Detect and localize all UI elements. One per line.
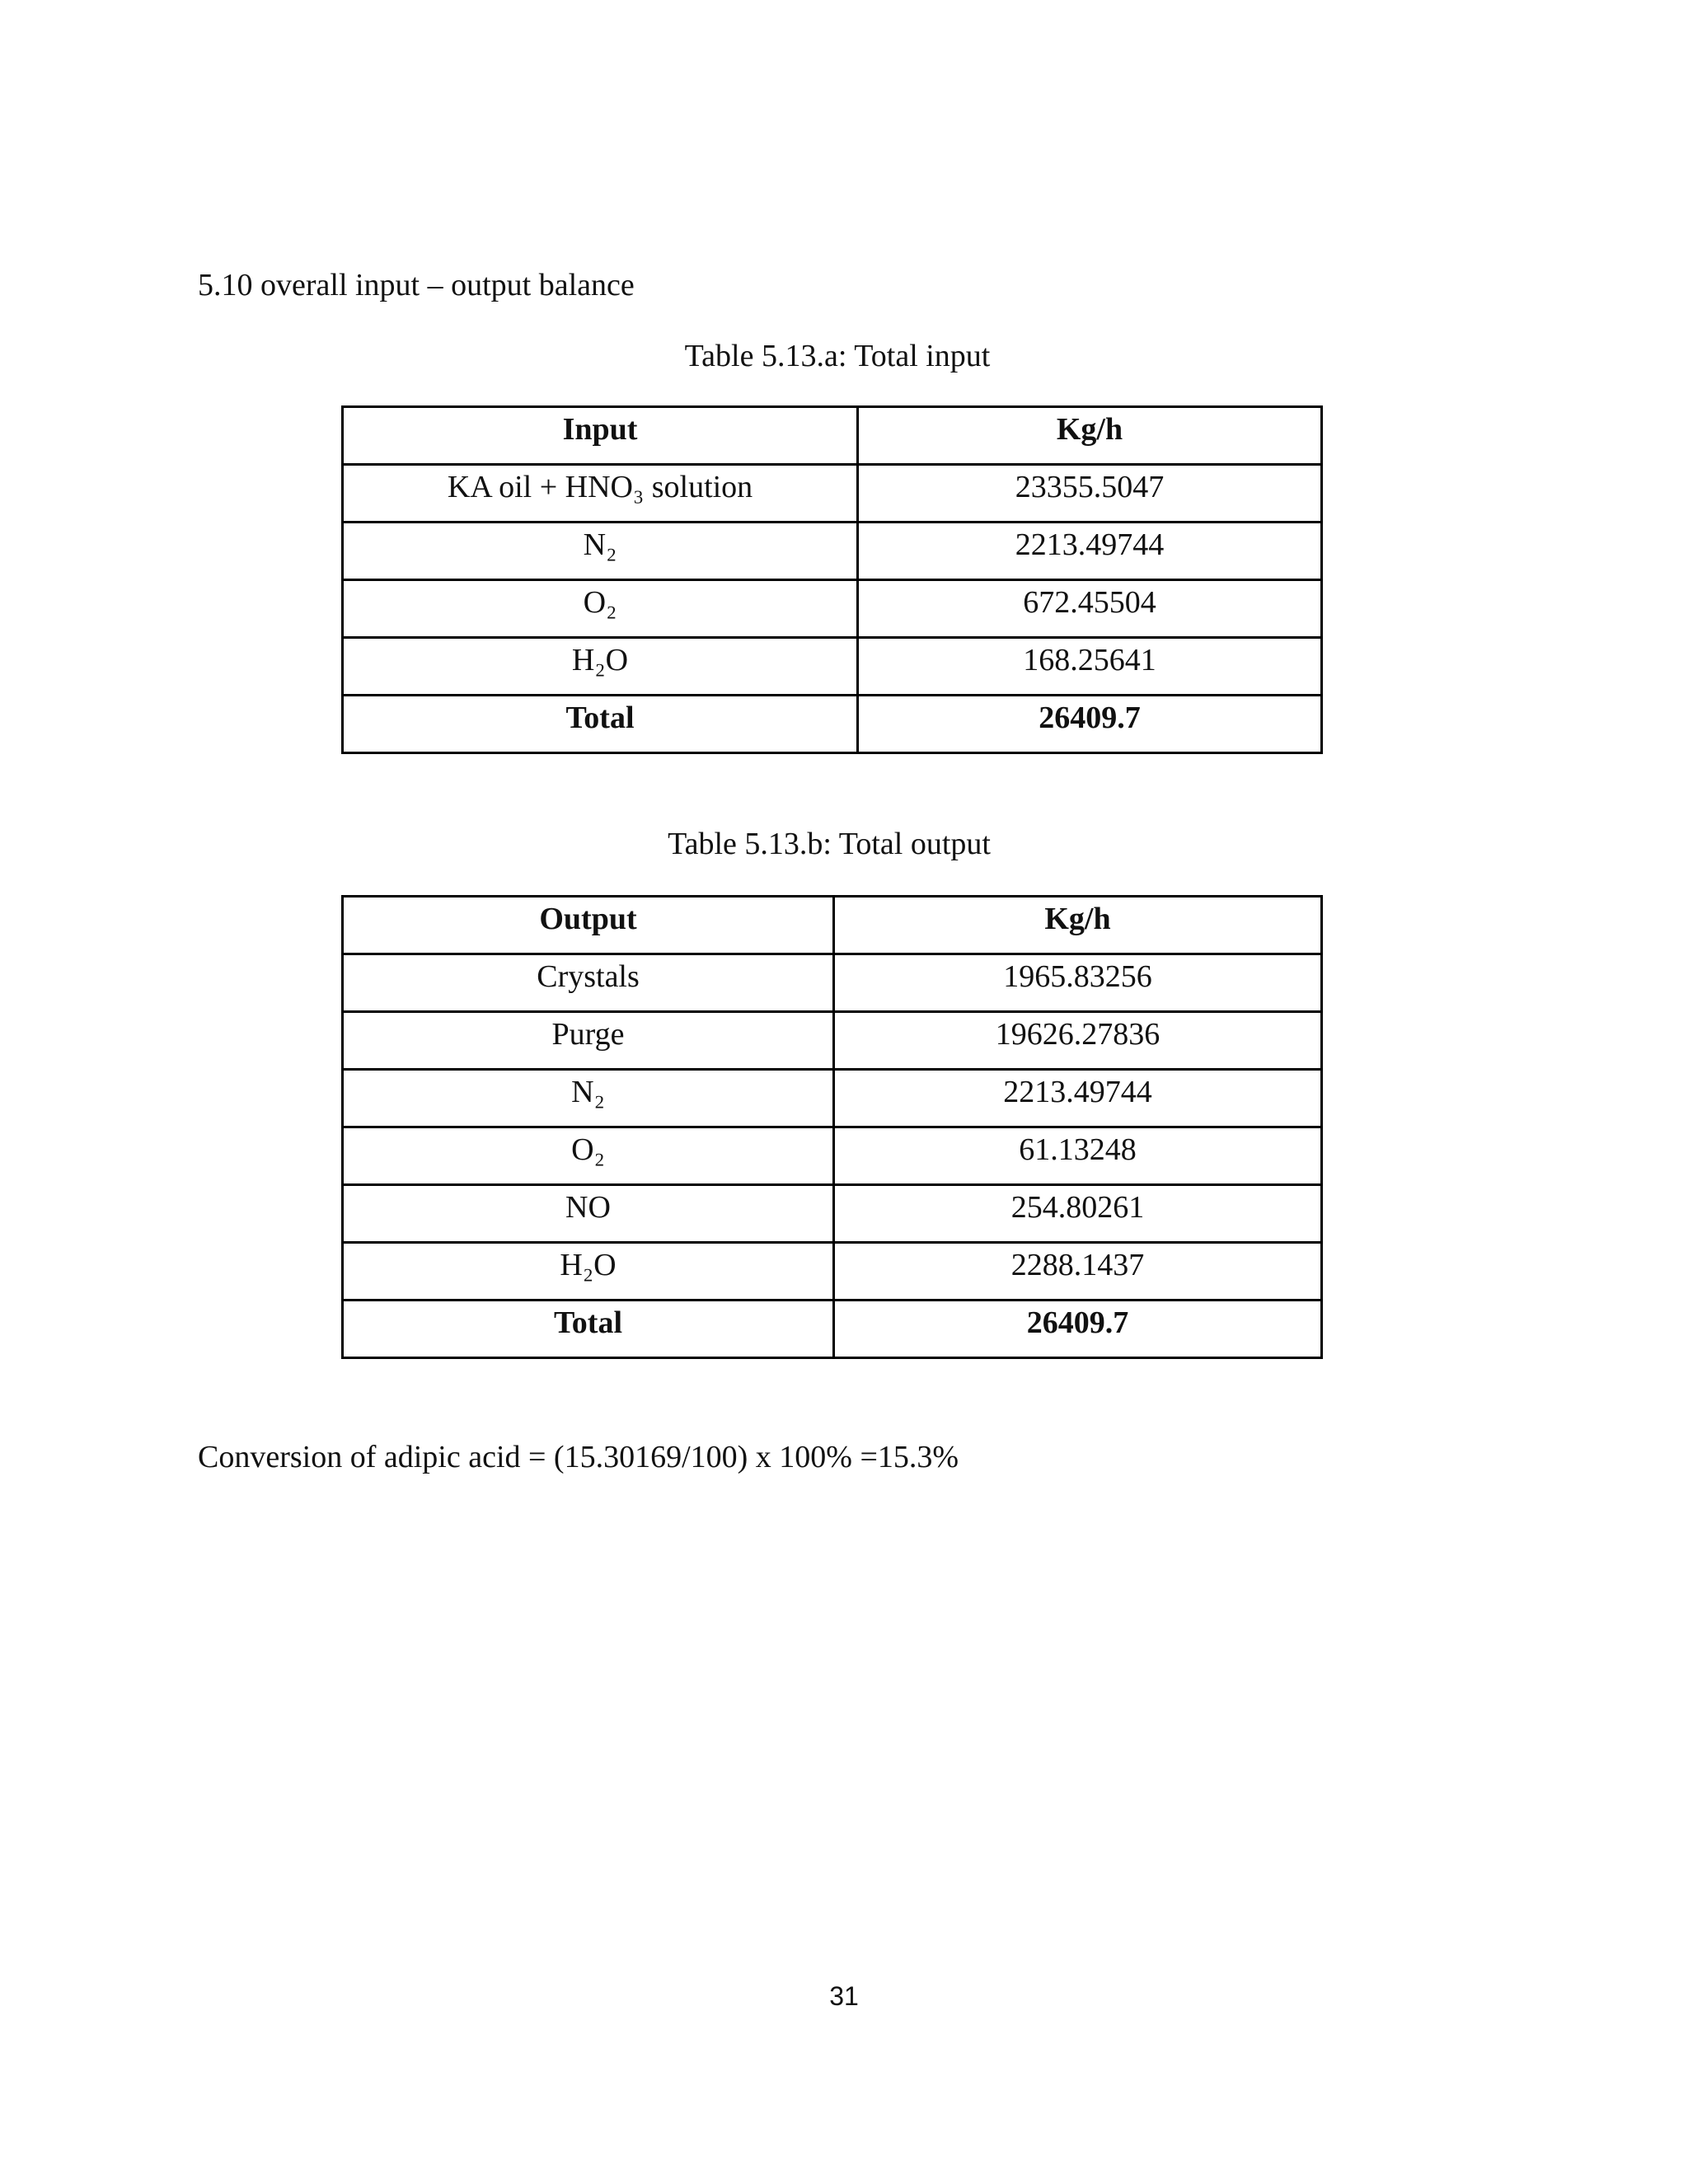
header-input: Input: [343, 407, 858, 465]
flow-cell: 1965.83256: [834, 954, 1322, 1012]
table-header-row: [343, 897, 1322, 954]
total-value: 26409.7: [834, 1301, 1322, 1358]
conversion-statement: Conversion of adipic acid = (15.30169/100) x 100% =15.3%: [198, 1440, 959, 1474]
table-header-row: [343, 407, 1322, 465]
total-row: [343, 696, 1322, 753]
total-output-table: [341, 895, 1323, 1359]
flow-cell: 2213.49744: [858, 523, 1322, 580]
component-cell: O₂: [343, 1127, 834, 1185]
flow-cell: 23355.5047: [858, 465, 1322, 523]
flow-cell: 61.13248: [834, 1127, 1322, 1185]
table-output-caption: Table 5.13.b: Total output: [668, 827, 991, 861]
component-cell: H₂O: [343, 1243, 834, 1301]
table-row: [343, 465, 1322, 523]
section-heading: 5.10 overall input – output balance: [198, 268, 635, 302]
component-cell: Purge: [343, 1012, 834, 1070]
table-row: [343, 954, 1322, 1012]
component-cell: N₂: [343, 1070, 834, 1127]
table-row: [343, 1070, 1322, 1127]
table-row: [343, 580, 1322, 638]
component-cell: NO: [343, 1185, 834, 1243]
table-row: [343, 1012, 1322, 1070]
component-cell: Crystals: [343, 954, 834, 1012]
component-cell: O₂: [343, 580, 858, 638]
header-kgh: Kg/h: [858, 407, 1322, 465]
table-input-caption: Table 5.13.a: Total input: [684, 339, 991, 373]
total-label: Total: [343, 1301, 834, 1358]
table-row: [343, 523, 1322, 580]
component-cell: H₂O: [343, 638, 858, 696]
header-kgh: Kg/h: [834, 897, 1322, 954]
total-row: [343, 1301, 1322, 1358]
component-cell: KA oil + HNO₃ solution: [343, 465, 858, 523]
flow-cell: 2288.1437: [834, 1243, 1322, 1301]
table-row: [343, 638, 1322, 696]
flow-cell: 19626.27836: [834, 1012, 1322, 1070]
component-cell: N₂: [343, 523, 858, 580]
total-label: Total: [343, 696, 858, 753]
header-output: Output: [343, 897, 834, 954]
table-row: [343, 1243, 1322, 1301]
table-row: [343, 1127, 1322, 1185]
flow-cell: 2213.49744: [834, 1070, 1322, 1127]
flow-cell: 254.80261: [834, 1185, 1322, 1243]
flow-cell: 168.25641: [858, 638, 1322, 696]
total-value: 26409.7: [858, 696, 1322, 753]
total-input-table: [341, 405, 1323, 754]
page-number: 31: [829, 1981, 859, 2011]
table-row: [343, 1185, 1322, 1243]
flow-cell: 672.45504: [858, 580, 1322, 638]
